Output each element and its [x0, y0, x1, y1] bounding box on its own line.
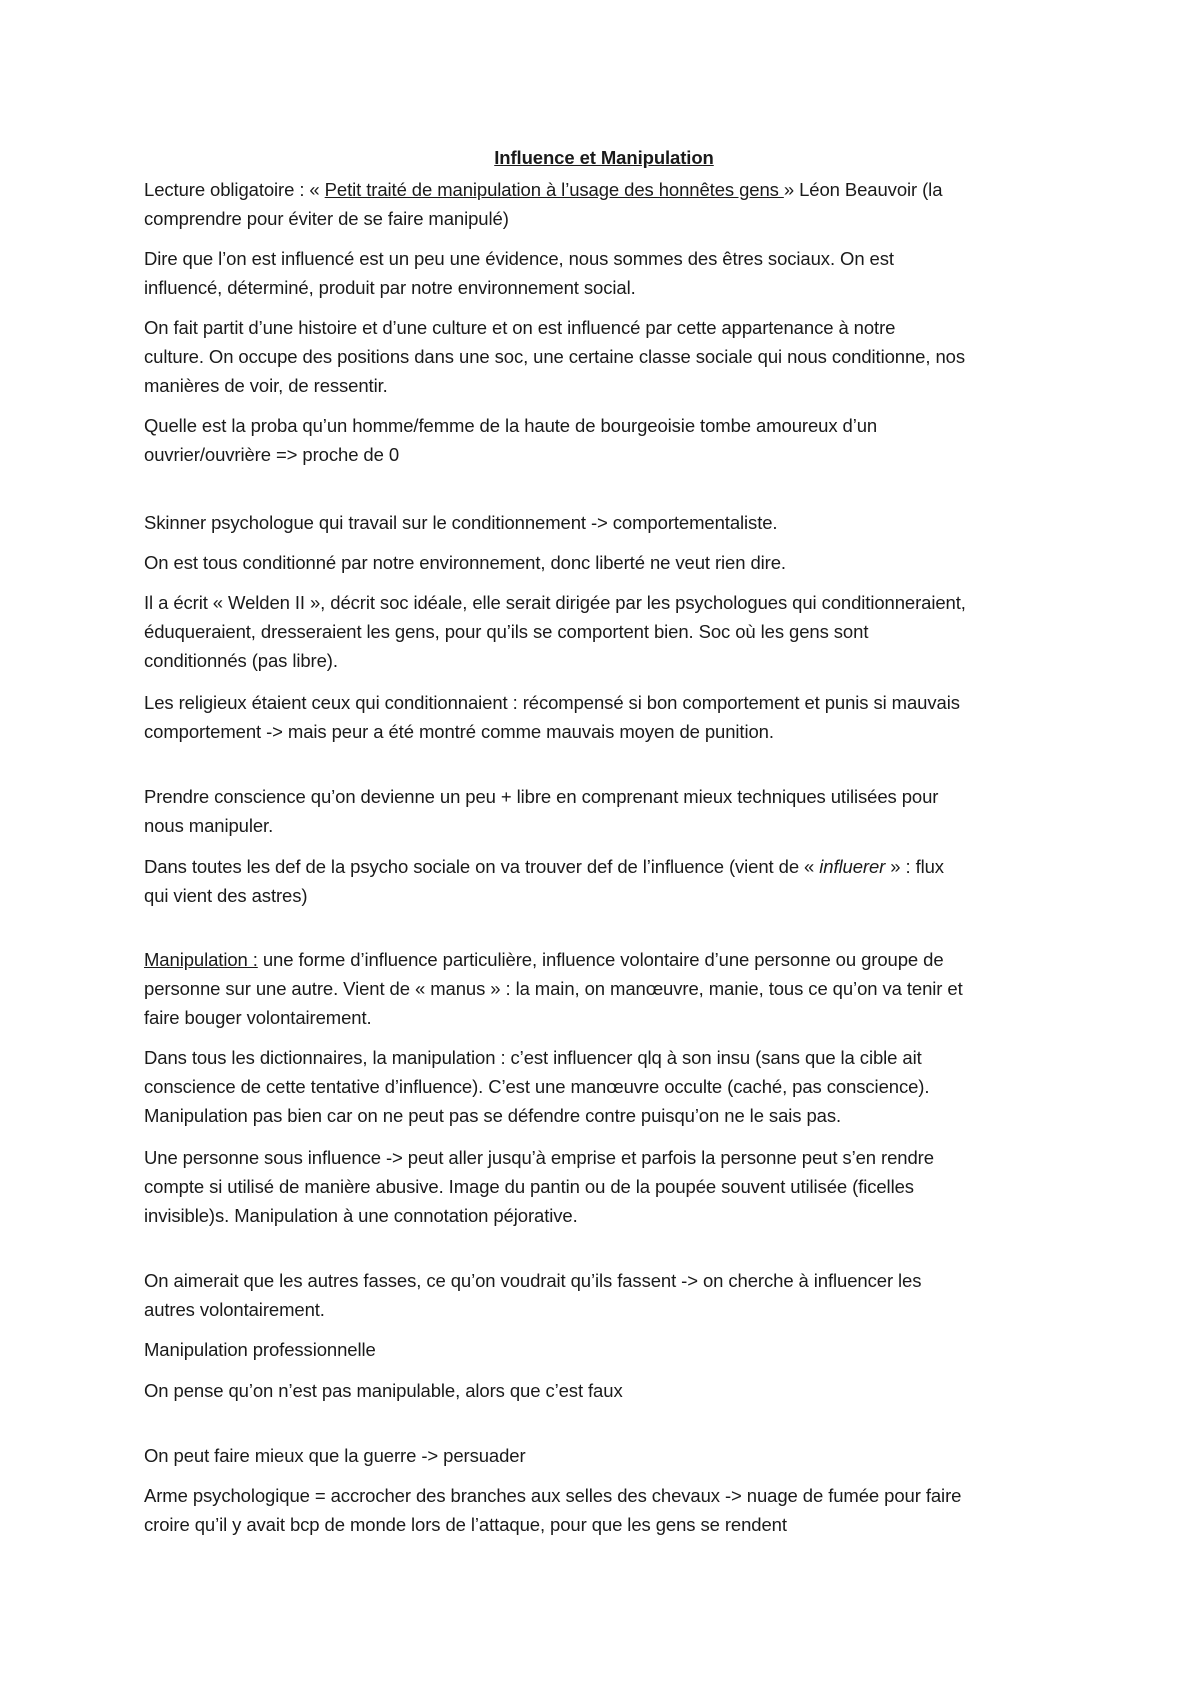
paragraph-social-beings — [144, 244, 1064, 302]
text-line: culture. On occupe des positions dans une soc, une certaine classe sociale qui nous conditionne, nos — [144, 346, 965, 367]
text-line: influencé, déterminé, produit par notre environnement social. — [144, 277, 636, 298]
paragraph-skinner: Skinner psychologue qui travail sur le conditionnement -> comportementaliste. — [144, 512, 778, 533]
text-line: Dire que l’on est influencé est un peu une évidence, nous sommes des êtres sociaux. On est — [144, 248, 894, 269]
paragraph-conditioning: On est tous conditionné par notre environnement, donc liberté ne veut rien dire. — [144, 552, 786, 573]
text-line: nous manipuler. — [144, 815, 274, 836]
text-line: personne sur une autre. Vient de « manus » : la main, on manœuvre, manie, tous ce qu’on va tenir et — [144, 978, 963, 999]
paragraph-awareness — [144, 782, 1064, 840]
paragraph-probability — [144, 411, 1064, 469]
text-fragment: Dans toutes les def de la psycho sociale on va trouver def de l’influence (vient de « — [144, 856, 820, 877]
text-line: conditionnés (pas libre). — [144, 650, 338, 671]
paragraph-persuade: On peut faire mieux que la guerre -> persuader — [144, 1445, 526, 1466]
manipulation-term: Manipulation : — [144, 949, 258, 970]
text-line: Arme psychologique = accrocher des branches aux selles des chevaux -> nuage de fumée pour faire — [144, 1485, 962, 1506]
text-fragment: une forme d’influence particulière, influence volontaire d’une personne ou groupe de — [257, 949, 944, 970]
paragraph-manipulation-definition — [144, 945, 1064, 1032]
paragraph-dictionaries — [144, 1043, 1064, 1130]
text-line: invisible)s. Manipulation à une connotation péjorative. — [144, 1205, 578, 1226]
text-line: éduqueraient, dresseraient les gens, pour qu’ils se comportent bien. Soc où les gens sont — [144, 621, 869, 642]
reading-line-2: comprendre pour éviter de se faire manipulé) — [144, 208, 509, 229]
paragraph-welden — [144, 588, 1064, 675]
text-line: croire qu’il y avait bcp de monde lors de l’attaque, pour que les gens se rendent — [144, 1514, 787, 1535]
text-line: autres volontairement. — [144, 1299, 325, 1320]
text-line: ouvrier/ouvrière => proche de 0 — [144, 444, 400, 465]
text-line: On aimerait que les autres fasses, ce qu’on voudrait qu’ils fassent -> on cherche à influencer les — [144, 1270, 922, 1291]
paragraph-religious — [144, 688, 1064, 746]
text-line: Prendre conscience qu’on devienne un peu + libre en comprenant mieux techniques utilisées pour — [144, 786, 939, 807]
text-line: On fait partit d’une histoire et d’une culture et on est influencé par cette appartenance à notre — [144, 317, 896, 338]
text-line: Les religieux étaient ceux qui conditionnaient : récompensé si bon comportement et punis si mauvais — [144, 692, 960, 713]
text-line: qui vient des astres) — [144, 885, 308, 906]
text-line: faire bouger volontairement. — [144, 1007, 372, 1028]
text-line: Quelle est la proba qu’un homme/femme de la haute de bourgeoisie tombe amoureux d’un — [144, 415, 878, 436]
text-line: Dans tous les dictionnaires, la manipulation : c’est influencer qlq à son insu (sans que la cible ait — [144, 1047, 922, 1068]
text-line: manières de voir, de ressentir. — [144, 375, 388, 396]
paragraph-under-influence — [144, 1143, 1064, 1230]
paragraph-professional: Manipulation professionnelle — [144, 1339, 376, 1360]
latin-term: influerer — [819, 856, 886, 877]
text-line: compte si utilisé de manière abusive. Image du pantin ou de la poupée souvent utilisée (ficelles — [144, 1176, 914, 1197]
reading-lead: Lecture obligatoire : « — [144, 179, 325, 200]
paragraph-required-reading — [144, 175, 1064, 233]
text-line: conscience de cette tentative d’influence). C’est une manœuvre occulte (caché, pas conscience). — [144, 1076, 930, 1097]
reading-author: » Léon Beauvoir (la — [783, 179, 943, 200]
paragraph-culture — [144, 313, 1064, 400]
text-line: Il a écrit « Welden II », décrit soc idéale, elle serait dirigée par les psychologues qui conditionneraient, — [144, 592, 966, 613]
paragraph-others — [144, 1266, 1064, 1324]
paragraph-psychological-weapon — [144, 1481, 1064, 1539]
book-title: Petit traité de manipulation à l’usage des honnêtes gens — [324, 179, 784, 200]
text-fragment: » : flux — [885, 856, 944, 877]
paragraph-not-manipulable: On pense qu’on n’est pas manipulable, alors que c’est faux — [144, 1380, 623, 1401]
document-title: Influence et Manipulation — [494, 147, 714, 168]
text-line: Manipulation pas bien car on ne peut pas se défendre contre puisqu’on ne le sais pas. — [144, 1105, 842, 1126]
text-line: Une personne sous influence -> peut aller jusqu’à emprise et parfois la personne peut s’en rendre — [144, 1147, 934, 1168]
paragraph-influence-definition — [144, 852, 1064, 910]
text-line: comportement -> mais peur a été montré comme mauvais moyen de punition. — [144, 721, 774, 742]
